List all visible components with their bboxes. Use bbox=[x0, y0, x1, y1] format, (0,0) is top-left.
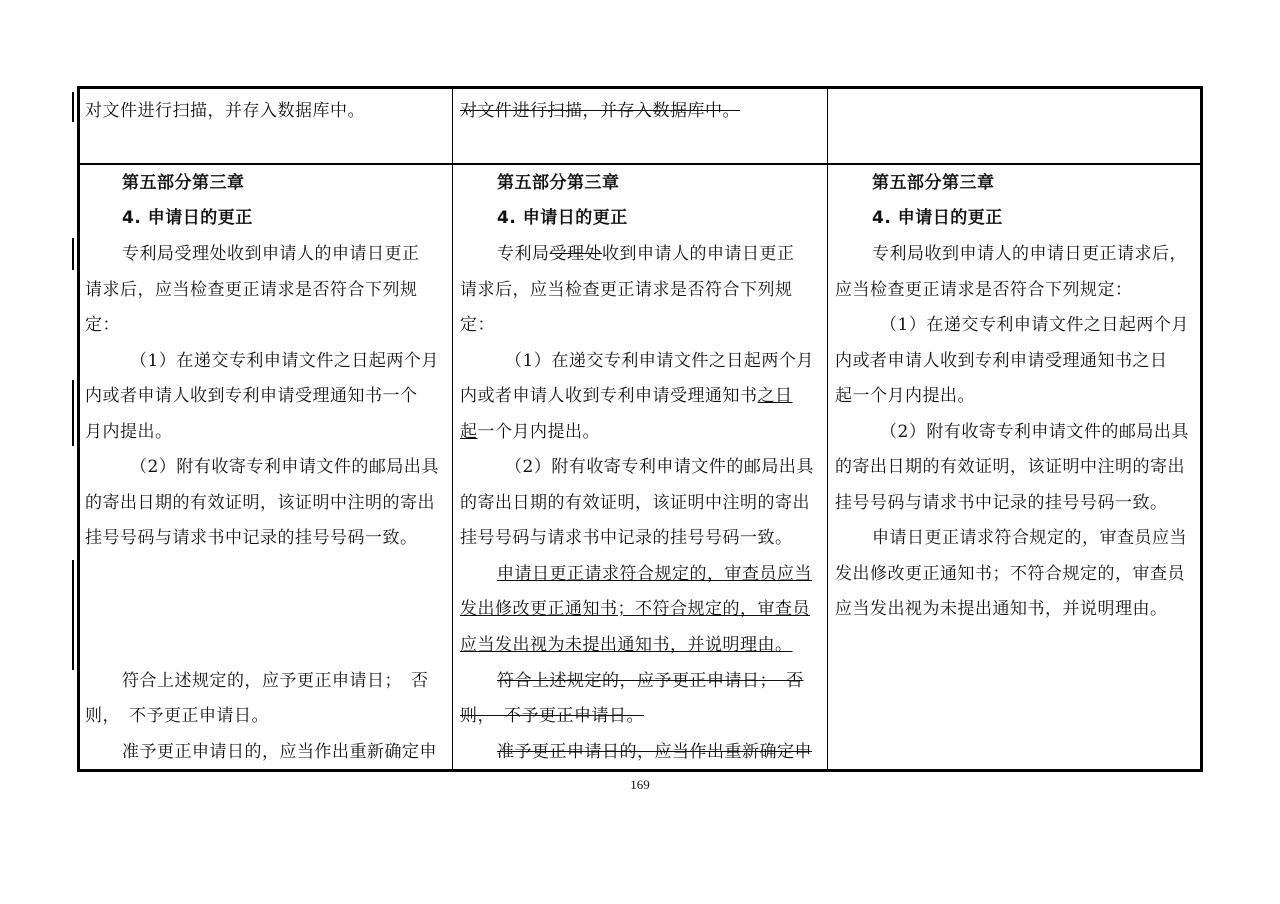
text-line: 发出修改更正通知书；不符合规定的，审查员 bbox=[835, 564, 1185, 584]
inserted-line bbox=[460, 591, 825, 627]
text-line: （2）附有收寄专利申请文件的邮局出具 bbox=[880, 422, 1189, 442]
deleted-text: 受理处 bbox=[549, 244, 602, 264]
text-line: 月内提出。 bbox=[85, 422, 173, 442]
inserted-text: 之日 bbox=[757, 386, 793, 406]
text-line: （2）附有收寄专利申请文件的邮局出具 bbox=[505, 457, 814, 477]
text-line: 申请日更正请求符合规定的，审查员应当 bbox=[872, 528, 1187, 548]
row1-col3-cell bbox=[835, 89, 1200, 163]
text-span: 专利局 bbox=[497, 244, 550, 264]
text-line: 则， 不予更正申请日。 bbox=[85, 706, 269, 726]
text-line: 定： bbox=[460, 315, 495, 335]
subsection-heading: 4. 申请日的更正 bbox=[122, 208, 253, 228]
subsection-heading: 4. 申请日的更正 bbox=[872, 208, 1003, 228]
inserted-text: 申请日更正请求符合规定的，审查员应当 bbox=[497, 564, 812, 584]
inserted-text: 发出修改更正通知书；不符合规定的，审查员 bbox=[460, 599, 810, 619]
inserted-text: 应当发出视为未提出通知书，并说明理由。 bbox=[460, 635, 793, 655]
text-line: （2）附有收寄专利申请文件的邮局出具 bbox=[130, 457, 439, 477]
text-line: （1）在递交专利申请文件之日起两个月 bbox=[505, 351, 814, 371]
section-heading: 第五部分第三章 bbox=[122, 173, 245, 193]
row1-col1-cell bbox=[85, 89, 450, 163]
subsection-heading: 4. 申请日的更正 bbox=[497, 208, 628, 228]
inserted-line bbox=[460, 556, 825, 592]
revision-text-cell bbox=[460, 165, 825, 769]
text-line: 专利局收到申请人的申请日更正请求后， bbox=[872, 244, 1187, 264]
deleted-text-line: 符合上述规定的，应予更正申请日； 否 bbox=[497, 671, 804, 691]
deleted-text-line: 则， 不予更正申请日。 bbox=[460, 706, 644, 726]
page-number: 169 bbox=[630, 777, 650, 792]
text-line: 挂号号码与请求书中记录的挂号号码一致。 bbox=[835, 493, 1168, 513]
column-divider bbox=[827, 89, 828, 769]
text-line: 的寄出日期的有效证明，该证明中注明的寄出 bbox=[835, 457, 1185, 477]
inserted-line bbox=[460, 627, 825, 663]
text-line: 应当发出视为未提出通知书，并说明理由。 bbox=[835, 599, 1168, 619]
text-line: 的寄出日期的有效证明，该证明中注明的寄出 bbox=[85, 493, 435, 513]
text-line: 挂号号码与请求书中记录的挂号号码一致。 bbox=[85, 528, 418, 548]
section-heading: 第五部分第三章 bbox=[872, 173, 995, 193]
deleted-text-line: 准予更正申请日的，应当作出重新确定申 bbox=[497, 742, 812, 762]
text-span: 收到申请人的申请日更正 bbox=[602, 244, 795, 264]
text-line: 准予更正申请日的，应当作出重新确定申 bbox=[122, 742, 437, 762]
revised-text-cell bbox=[835, 165, 1200, 769]
deleted-text-line: 对文件进行扫描，并存入数据库中。 bbox=[460, 101, 740, 121]
text-line: 请求后，应当检查更正请求是否符合下列规 bbox=[460, 280, 793, 300]
row1-col2-cell bbox=[460, 89, 825, 163]
text-line bbox=[460, 414, 825, 450]
section-heading: 第五部分第三章 bbox=[497, 173, 620, 193]
text-line bbox=[460, 378, 825, 414]
text-line bbox=[460, 236, 825, 272]
text-line: 应当检查更正请求是否符合下列规定： bbox=[835, 280, 1133, 300]
inserted-text: 起 bbox=[460, 422, 478, 442]
text-line: 的寄出日期的有效证明，该证明中注明的寄出 bbox=[460, 493, 810, 513]
text-span: 内或者申请人收到专利申请受理通知书 bbox=[460, 386, 758, 406]
text-line: 专利局受理处收到申请人的申请日更正 bbox=[122, 244, 420, 264]
text-line: 起一个月内提出。 bbox=[835, 386, 975, 406]
text-line: （1）在递交专利申请文件之日起两个月 bbox=[880, 315, 1189, 335]
change-bar bbox=[72, 380, 74, 446]
change-bar bbox=[72, 238, 74, 270]
column-divider bbox=[452, 89, 453, 769]
text-line: 挂号号码与请求书中记录的挂号号码一致。 bbox=[460, 528, 793, 548]
text-line: 内或者申请人收到专利申请受理通知书一个 bbox=[85, 386, 418, 406]
comparison-table bbox=[77, 86, 1203, 772]
text-line: 内或者申请人收到专利申请受理通知书之日 bbox=[835, 351, 1168, 371]
text-line: 符合上述规定的，应予更正申请日； 否 bbox=[122, 671, 429, 691]
change-bar bbox=[72, 92, 74, 122]
text-line: 对文件进行扫描，并存入数据库中。 bbox=[85, 101, 365, 121]
text-line: （1）在递交专利申请文件之日起两个月 bbox=[130, 351, 439, 371]
text-line: 定： bbox=[85, 315, 120, 335]
original-text-cell bbox=[85, 165, 450, 769]
text-line: 请求后，应当检查更正请求是否符合下列规 bbox=[85, 280, 418, 300]
change-bar bbox=[72, 560, 74, 670]
text-span: 一个月内提出。 bbox=[477, 422, 600, 442]
